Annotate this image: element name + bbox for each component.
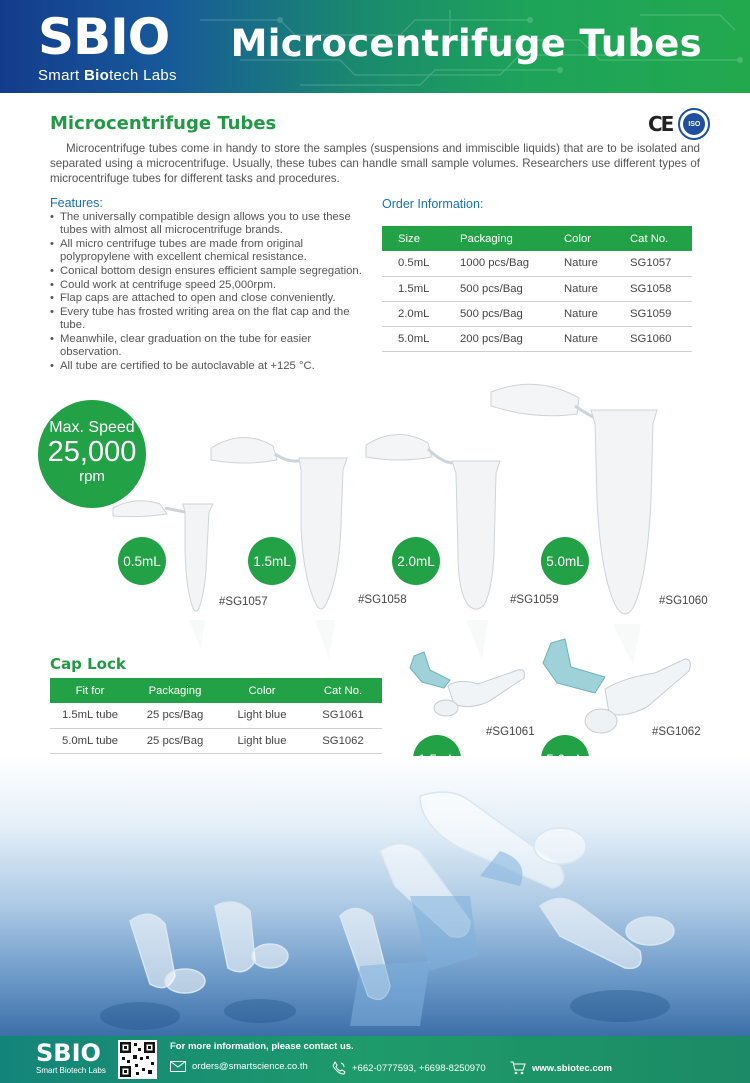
qr-code-icon[interactable]	[118, 1040, 157, 1079]
max-speed-badge	[38, 400, 146, 508]
header-title: Microcentrifuge Tubes	[230, 22, 702, 65]
feature-item: • Every tube has frosted writing area on the flat cap and the tube.	[50, 306, 362, 332]
logo-wordmark: SBIO	[38, 8, 170, 66]
size-badge: 2.0mL	[392, 537, 440, 585]
tube-5-0ml-image	[487, 380, 667, 665]
tube-2-0ml-image	[362, 425, 507, 660]
catalog-code: #SG1059	[510, 594, 559, 606]
catalog-code: #SG1060	[659, 595, 708, 607]
table-row: 0.5mL 1000 pcs/Bag Nature SG1057	[382, 251, 692, 276]
feature-item: • Meanwhile, clear graduation on the tube for easier observation.	[50, 333, 362, 359]
column-header: Fit for	[50, 678, 130, 703]
brand-logo[interactable]	[38, 8, 177, 84]
mail-icon	[170, 1061, 186, 1072]
table-row: 1.5mL 500 pcs/Bag Nature SG1058	[382, 276, 692, 301]
cart-icon	[510, 1061, 526, 1075]
intro-paragraph: Microcentrifuge tubes come in handy to store the samples (suspensions and immiscible liquids) that are to be isolated and separated using a microcentrifuge. Usually, these tubes can handle small sample volumes. Researchers use different types of microcentrifuge tubes for different tasks and procedures.	[50, 142, 700, 185]
column-header: Color	[220, 678, 304, 703]
table-row: 5.0mL 200 pcs/Bag Nature SG1060	[382, 326, 692, 351]
caplock-heading: Cap Lock	[50, 655, 126, 673]
order-heading: Order Information:	[382, 197, 484, 211]
catalog-code: #SG1061	[486, 726, 535, 738]
footer-website[interactable]: www.sbiotec.com	[510, 1061, 612, 1075]
speed-value: 25,000	[47, 436, 137, 468]
catalog-code: #SG1057	[219, 596, 268, 608]
order-table	[382, 226, 692, 352]
certification-marks	[648, 108, 710, 140]
table-row: 2.0mL 500 pcs/Bag Nature SG1059	[382, 301, 692, 326]
product-photo-illustration	[0, 756, 750, 1036]
caplock-table	[50, 678, 382, 754]
feature-item: • Flap caps are attached to open and close conveniently.	[50, 292, 362, 305]
column-header: Cat No.	[630, 226, 692, 251]
features-heading: Features:	[50, 196, 103, 210]
page-header	[0, 0, 750, 93]
footer-logo[interactable]: SBIO Smart Biotech Labs	[36, 1039, 106, 1075]
page-title: Microcentrifuge Tubes	[50, 113, 277, 134]
feature-item: • Could work at centrifuge speed 25,000rpm.	[50, 279, 362, 292]
feature-item: • All micro centrifuge tubes are made from original polypropylene with excellent chemical resistance.	[50, 238, 362, 264]
column-header: Color	[564, 226, 630, 251]
size-badge: 1.5mL	[248, 537, 296, 585]
caplock-table-header	[50, 678, 382, 703]
column-header: Packaging	[130, 678, 220, 703]
catalog-code: #SG1058	[358, 594, 407, 606]
size-badge: 5.0mL	[541, 537, 589, 585]
iso-badge-icon: ISO	[678, 108, 710, 140]
page-footer	[0, 1036, 750, 1083]
phone-icon	[332, 1061, 346, 1075]
ce-mark: CE	[648, 112, 673, 136]
size-badge: 0.5mL	[118, 537, 166, 585]
footer-phone[interactable]: +662-0777593, +6698-8250970	[332, 1061, 486, 1075]
table-row: 5.0mL tube 25 pcs/Bag Light blue SG1062	[50, 728, 382, 753]
catalog-code: #SG1062	[652, 726, 701, 738]
caplock-1-5ml-image	[398, 648, 528, 728]
footer-email[interactable]: orders@smartscience.co.th	[170, 1061, 308, 1072]
features-list	[50, 211, 362, 373]
column-header: Packaging	[460, 226, 564, 251]
speed-unit: rpm	[79, 468, 105, 485]
product-photo	[0, 756, 750, 1036]
table-row: 1.5mL tube 25 pcs/Bag Light blue SG1061	[50, 703, 382, 728]
feature-item: • Conical bottom design ensures efficient sample segregation.	[50, 265, 362, 278]
order-table-header	[382, 226, 692, 251]
feature-item: • The universally compatible design allows you to use these tubes with almost all microcentrifuge brands.	[50, 211, 362, 237]
logo-tagline: Smart Biotech Labs	[38, 67, 177, 84]
column-header: Cat No.	[304, 678, 382, 703]
feature-item: • All tube are certified to be autoclavable at +125 °C.	[50, 360, 362, 373]
contact-prompt: For more information, please contact us.	[170, 1041, 354, 1052]
column-header: Size	[382, 226, 460, 251]
speed-label: Max. Speed	[49, 419, 135, 436]
